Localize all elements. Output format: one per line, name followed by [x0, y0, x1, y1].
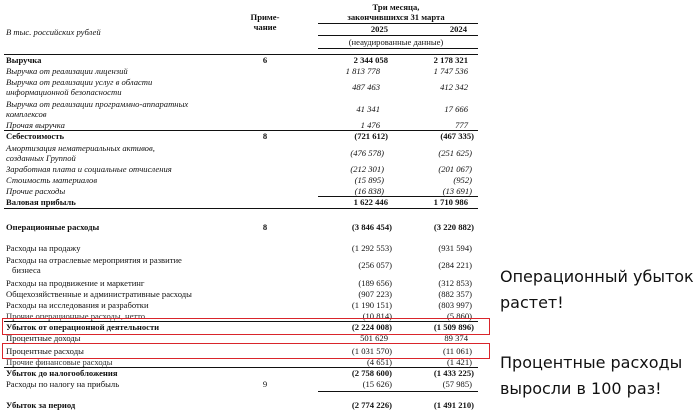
- row-label: Прочая выручка: [6, 120, 65, 130]
- row-value-2025: 1 476: [360, 120, 380, 130]
- row-label: Расходы на продажу: [6, 243, 81, 253]
- row-label: Выручка от реализации лицензий: [6, 66, 128, 76]
- year-2025-header: 2025: [370, 24, 388, 34]
- row-label: Убыток за период: [6, 400, 76, 410]
- row-value-2025: (1 031 570): [351, 346, 392, 356]
- row-value-2024: (284 221): [438, 260, 472, 270]
- row-label: Расходы по налогу на прибыль: [6, 379, 120, 389]
- row-value-2024: (1 433 225): [433, 368, 474, 378]
- row-value-2024: (251 625): [438, 148, 472, 158]
- row-label: Убыток от операционной деятельности: [6, 322, 160, 332]
- row-value-2024: (13 691): [442, 186, 472, 196]
- unaudited-label: (неаудированные данные): [348, 37, 444, 47]
- row-value-2025: (4 651): [366, 357, 392, 367]
- row-value-2024: (467 335): [440, 131, 474, 141]
- row-label: Общехозяйственные и административные расходы: [6, 289, 192, 299]
- row-value-2024: (3 220 882): [433, 222, 474, 232]
- period-header: Три месяца, закончившихся 31 марта: [347, 2, 445, 22]
- row-note: 8: [262, 131, 268, 141]
- row-label: Прочие операционные расходы, нетто: [6, 311, 146, 321]
- row-value-2025: (2 224 008): [351, 322, 392, 332]
- row-value-2025: (10 814): [362, 311, 392, 321]
- row-value-2024: (312 853): [438, 278, 472, 288]
- row-value-2024: 17 666: [444, 104, 468, 114]
- row-value-2024: (11 061): [442, 346, 472, 356]
- row-label-cont: бизнеса: [12, 265, 41, 275]
- row-label: Валовая прибыль: [6, 197, 76, 207]
- row-value-2025: (16 838): [354, 186, 384, 196]
- row-label: Процентные расходы: [6, 346, 84, 356]
- row-value-2024: (931 594): [438, 243, 472, 253]
- row-value-2024: (882 357): [438, 289, 472, 299]
- row-value-2024: (1 421): [446, 357, 472, 367]
- row-value-2025: 487 463: [352, 82, 380, 92]
- row-value-2024: 777: [455, 120, 468, 130]
- row-value-2024: (1 491 210): [433, 400, 474, 410]
- row-value-2025: (212 301): [350, 164, 384, 174]
- row-value-2024: 1 710 986: [433, 197, 468, 207]
- row-value-2025: 41 341: [356, 104, 380, 114]
- row-value-2024: 89 374: [444, 333, 468, 343]
- row-value-2024: (803 997): [438, 300, 472, 310]
- row-value-2025: 1 813 778: [345, 66, 380, 76]
- row-label: Процентные доходы: [6, 333, 81, 343]
- row-value-2025: (256 057): [358, 260, 392, 270]
- row-value-2025: (476 578): [350, 148, 384, 158]
- row-value-2025: 501 629: [360, 333, 388, 343]
- interest-expense-highlight: [2, 343, 490, 359]
- row-value-2025: (907 223): [358, 289, 392, 299]
- row-label: Выручка от реализации услуг в области: [6, 77, 153, 87]
- row-value-2025: (1 190 151): [351, 300, 392, 310]
- row-value-2025: (15 626): [362, 379, 392, 389]
- units-caption: В тыс. российских рублей: [6, 27, 101, 37]
- row-value-2025: 1 622 446: [353, 197, 388, 207]
- row-label-cont: информационной безопасности: [6, 87, 122, 97]
- row-value-2024: (5 860): [446, 311, 472, 321]
- row-value-2025: (2 774 226): [351, 400, 392, 410]
- row-value-2025: 2 344 058: [353, 55, 388, 65]
- row-value-2025: (15 895): [354, 175, 384, 185]
- row-value-2024: 1 747 536: [433, 66, 468, 76]
- row-label: Расходы на продвижение и маркетинг: [6, 278, 145, 288]
- row-note: 6: [262, 55, 268, 65]
- row-label: Прочие расходы: [6, 186, 66, 196]
- row-value-2024: (952): [453, 175, 472, 185]
- row-label: Стоимость материалов: [6, 175, 98, 185]
- row-label: Прочие финансовые расходы: [6, 357, 113, 367]
- row-label: Заработная плата и социальные отчисления: [6, 164, 172, 174]
- row-note: 8: [262, 222, 268, 232]
- row-label: Себестоимость: [6, 131, 65, 141]
- row-label-cont: созданных Группой: [6, 153, 76, 163]
- row-label: Выручка от реализации программно-аппаратных: [6, 99, 189, 109]
- row-value-2024: 412 342: [440, 82, 468, 92]
- row-value-2025: (721 612): [354, 131, 388, 141]
- operating-loss-annotation: Операционный убыток растет!: [500, 267, 694, 312]
- note-column-header: Приме- чание: [250, 12, 280, 32]
- row-label-cont: комплексов: [6, 109, 47, 119]
- row-value-2025: (1 292 553): [351, 243, 392, 253]
- row-label: Операционные расходы: [6, 222, 100, 232]
- row-label: Амортизация нематериальных активов,: [6, 143, 155, 153]
- row-label: Убыток до налогообложения: [6, 368, 118, 378]
- row-value-2024: (1 509 896): [433, 322, 474, 332]
- row-value-2024: (201 067): [438, 164, 472, 174]
- row-label: Расходы на исследования и разработки: [6, 300, 149, 310]
- row-label: Выручка: [6, 55, 42, 65]
- row-note: 9: [262, 379, 268, 389]
- interest-expense-annotation: Процентные расходы выросли в 100 раз!: [500, 353, 683, 398]
- row-value-2025: (2 758 600): [351, 368, 392, 378]
- row-value-2025: (3 846 454): [351, 222, 392, 232]
- row-value-2025: (189 656): [358, 278, 392, 288]
- row-value-2024: (57 985): [442, 379, 472, 389]
- year-2024-header: 2024: [449, 24, 467, 34]
- operating-loss-highlight: [2, 318, 490, 335]
- row-value-2024: 2 178 321: [433, 55, 468, 65]
- row-label: Расходы на отраслевые мероприятия и развитие: [6, 255, 182, 265]
